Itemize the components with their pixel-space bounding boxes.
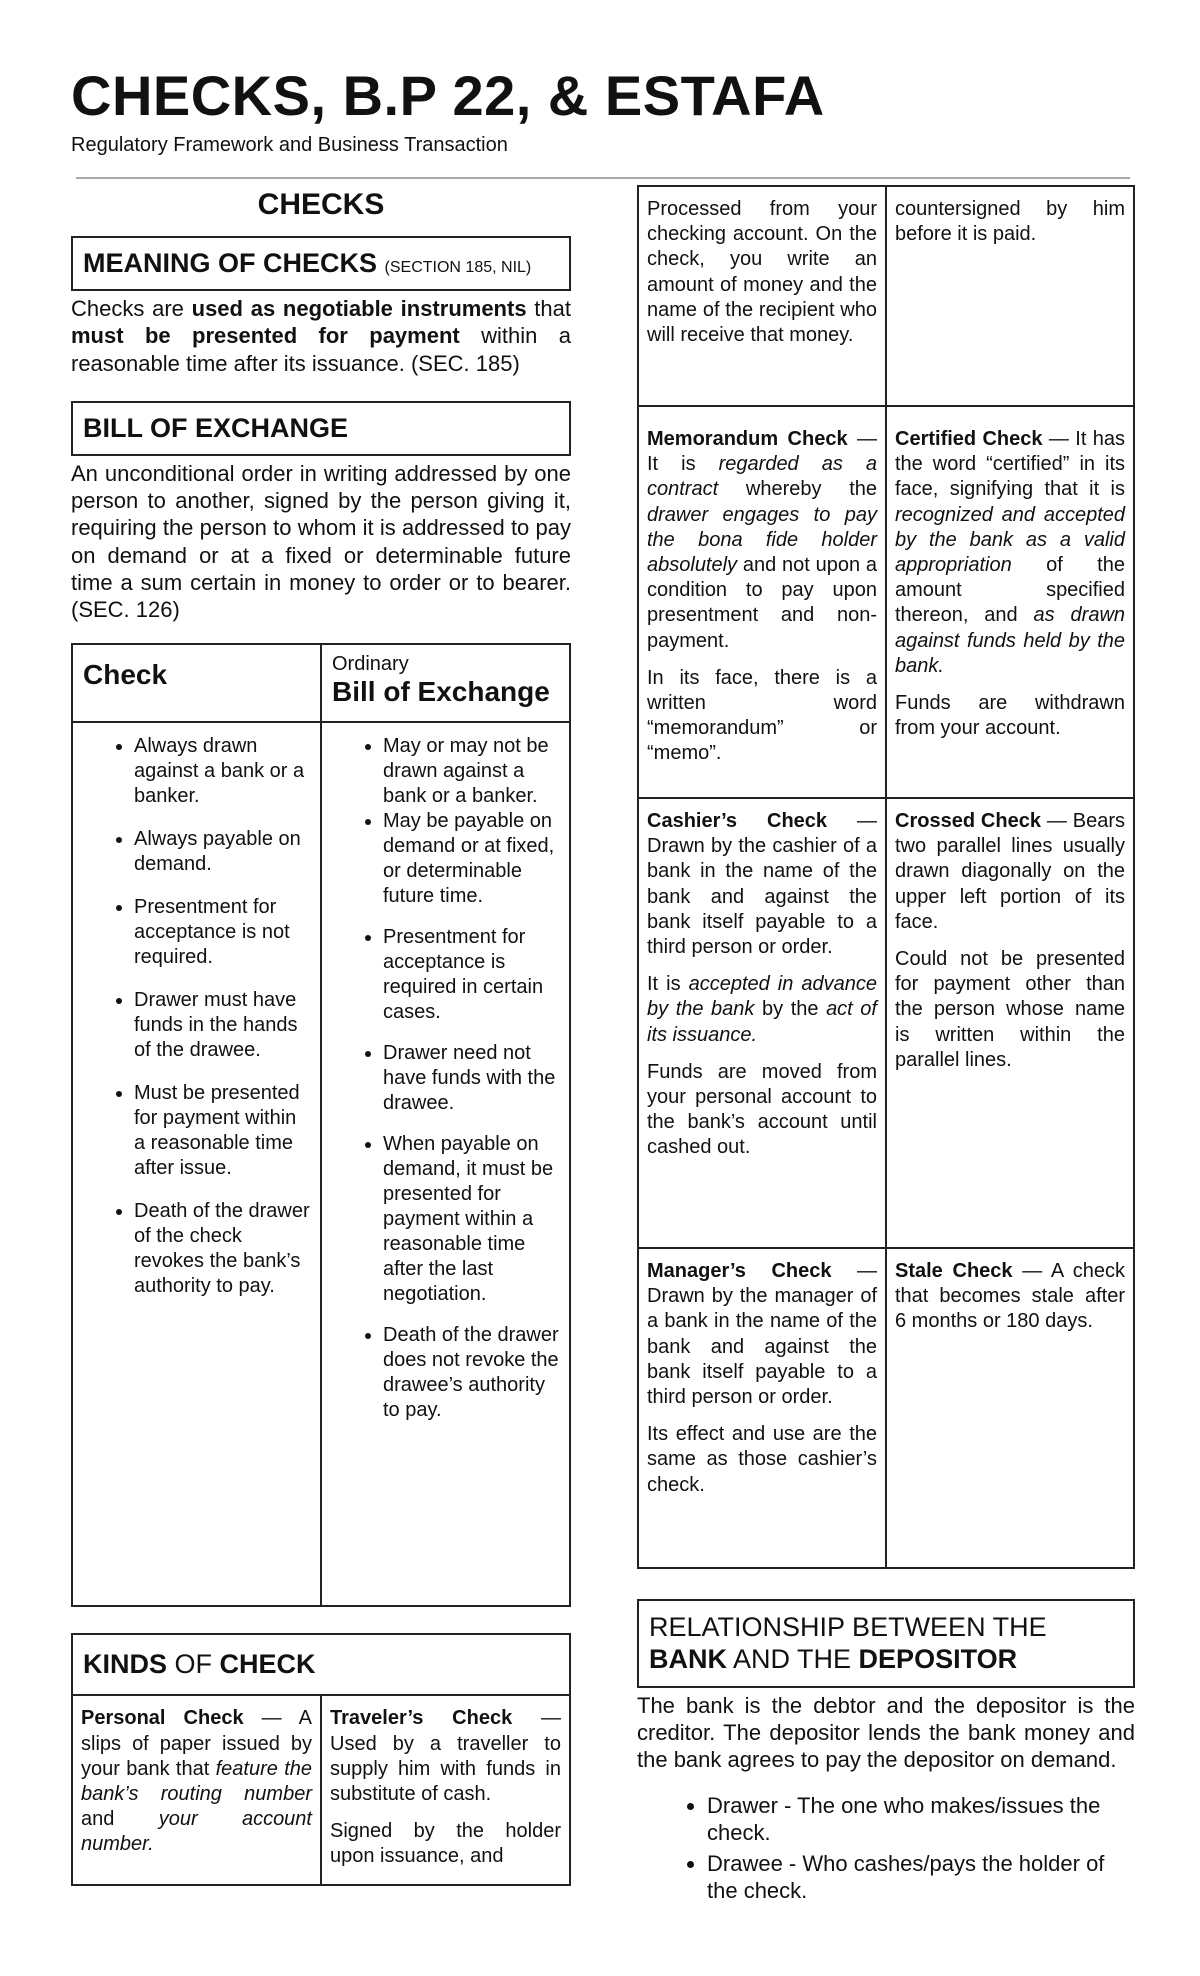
kinds-title	[71, 1633, 571, 1694]
relationship-title-bank: BANK	[649, 1644, 727, 1675]
stale-check-name: Stale Check	[895, 1260, 1013, 1282]
memorandum-italic-2: drawer engages to pay the bona fide holder absolutely	[647, 503, 877, 576]
list-item: • May or may not be drawn against a bank or a banker.	[383, 734, 560, 809]
boe-column-header	[321, 644, 570, 722]
boe-features-cell	[321, 722, 570, 1606]
certified-text-2: Funds are withdrawn from your account.	[895, 691, 1125, 740]
meaning-of-checks-box	[71, 236, 571, 291]
travelers-check-cont-cell	[886, 186, 1134, 406]
relationship-title-and: AND THE	[727, 1644, 859, 1675]
cashiers-text-3: Funds are moved from your personal account to the bank’s account until cashed out.	[647, 1060, 877, 1159]
personal-check-cont-cell	[638, 186, 886, 406]
bill-of-exchange-box	[71, 401, 571, 456]
cashiers-italic-2: act of its issuance.	[647, 998, 877, 1046]
list-item: • Death of the drawer of the check revokes the bank’s authority to pay.	[134, 1199, 311, 1299]
travelers-check-cell	[321, 1695, 570, 1885]
stale-check-cell	[886, 1248, 1134, 1568]
comparison-table	[71, 643, 571, 1607]
personal-check-name: Personal Check	[81, 1707, 244, 1730]
kinds-of-check-section	[71, 1633, 571, 1886]
crossed-check-cell	[886, 798, 1134, 1248]
list-item: • Drawer must have funds in the hands of the drawee.	[134, 988, 311, 1063]
crossed-text-1: — Bears two parallel lines usually drawn diagonally on the upper left portion of its face.	[895, 810, 1126, 933]
list-item: • Always drawn against a bank or a banker.	[134, 734, 311, 809]
travelers-check-text: — Used by a traveller to supply him with funds in substitute of cash.	[330, 1707, 561, 1806]
right-column	[637, 185, 1135, 1909]
cashiers-text-1: — Drawn by the cashier of a bank in the name of the bank and against the bank itself payable to a third person or order.	[647, 810, 878, 958]
travelers-check-cont: countersigned by him before it is paid.	[895, 198, 1125, 246]
meaning-text-3: within a reasonable time after its issuance. (SEC. 185)	[71, 323, 571, 376]
travelers-check-name: Traveler’s Check	[330, 1707, 513, 1730]
check-column-header	[72, 644, 321, 722]
list-item: • Always payable on demand.	[134, 827, 311, 877]
boe-label: Bill of Exchange	[332, 676, 550, 708]
memorandum-text-c: and not upon a condition to pay upon presentment and non-payment.	[647, 553, 877, 652]
page-title: CHECKS, B.P 22, & ESTAFA	[71, 64, 825, 127]
cashiers-text-2a: It is	[647, 973, 689, 996]
memorandum-check-cell	[638, 406, 886, 798]
kinds-table-left	[71, 1694, 571, 1886]
kinds-title-2: OF	[167, 1649, 220, 1680]
kinds-table-right	[637, 185, 1135, 1569]
memorandum-text-2: In its face, there is a written word “memorandum” or “memo”.	[647, 666, 877, 765]
relationship-list	[637, 1792, 1135, 1905]
managers-check-name: Manager’s Check	[647, 1260, 832, 1282]
check-header-label: Check	[83, 659, 168, 691]
certified-italic-2: as drawn against funds held by the bank.	[895, 604, 1126, 677]
crossed-text-2: Could not be presented for payment other than the person whose name is written within the parallel lines.	[895, 947, 1125, 1071]
memorandum-check-name: Memorandum Check	[647, 428, 848, 450]
memorandum-text-a: — It is	[647, 428, 877, 476]
header-divider	[76, 177, 1130, 179]
meaning-bold-2: must be presented for payment	[71, 323, 460, 349]
check-features-cell	[72, 722, 321, 1606]
list-item: • Presentment for acceptance is required in certain cases.	[383, 925, 560, 1025]
certified-text-b: of the amount specified thereon, and	[895, 553, 1125, 627]
managers-text-2: Its effect and use are the same as those cashier’s check.	[647, 1423, 877, 1496]
crossed-check-name: Crossed Check	[895, 810, 1041, 832]
ordinary-label: Ordinary	[332, 653, 409, 676]
cashiers-check-cell	[638, 798, 886, 1248]
personal-check-italic: feature the bank’s routing number	[81, 1757, 312, 1806]
meaning-section: (SECTION 185, NIL)	[384, 259, 532, 276]
page-subtitle: Regulatory Framework and Business Transaction	[71, 134, 508, 156]
stale-text-1: — A check that becomes stale after 6 months or 180 days.	[895, 1260, 1125, 1333]
list-item: • Death of the drawer does not revoke the drawee’s authority to pay.	[383, 1323, 560, 1423]
boe-features-list	[323, 724, 568, 1453]
managers-text-1: — Drawn by the manager of a bank in the name of the bank and against the bank itself payable to a third person or order.	[647, 1260, 878, 1408]
list-item: • Must be presented for payment within a reasonable time after issue.	[134, 1081, 311, 1181]
check-features-list	[74, 724, 319, 1331]
list-item: • May be payable on demand or at fixed, or determinable future time.	[383, 809, 560, 909]
personal-check-cell	[72, 1695, 321, 1885]
list-item: • Drawer need not have funds with the drawee.	[383, 1041, 560, 1116]
certified-check-cell	[886, 406, 1134, 798]
kinds-title-3: CHECK	[219, 1649, 316, 1680]
certified-text-a: — It has the word “certified” in its face, signifying that it is	[895, 428, 1125, 501]
cashiers-text-2b: by the	[754, 998, 827, 1021]
certified-italic-1: recognized and accepted by the bank as a valid appropriation	[895, 503, 1125, 576]
relationship-title-depositor: DEPOSITOR	[858, 1644, 1018, 1675]
personal-check-and: and	[81, 1808, 159, 1831]
list-item: • When payable on demand, it must be presented for payment within a reasonable time after the last negotiation.	[383, 1132, 560, 1307]
travelers-check-text-2: Signed by the holder upon issuance, and	[330, 1820, 561, 1868]
list-item: • Drawee - Who cashes/pays the holder of the check.	[707, 1850, 1135, 1905]
relationship-title-1: RELATIONSHIP BETWEEN THE	[649, 1612, 1047, 1642]
list-item: • Presentment for acceptance is not required.	[134, 895, 311, 970]
left-column	[71, 188, 571, 1886]
cashiers-check-name: Cashier’s Check	[647, 810, 828, 832]
relationship-text: The bank is the debtor and the depositor is the creditor. The depositor lends the bank money and the bank agrees to pay the depositor on demand.	[637, 1692, 1135, 1773]
checks-heading: CHECKS	[257, 188, 385, 221]
meaning-title: MEANING OF CHECKS	[83, 248, 378, 278]
meaning-text-1: Checks are	[71, 296, 192, 322]
meaning-bold-1: used as negotiable instruments	[191, 296, 527, 322]
certified-check-name: Certified Check	[895, 428, 1043, 450]
relationship-box	[637, 1599, 1135, 1688]
meaning-text	[71, 295, 571, 377]
bill-title: BILL OF EXCHANGE	[83, 412, 349, 443]
bill-text: An unconditional order in writing addressed by one person to another, signed by the person giving it, requiring the person to whom it is addressed to pay on demand or at a fixed or determinable future time a sum certain in money to order or to bearer. (SEC. 126)	[71, 460, 571, 623]
memorandum-text-b: whereby the	[718, 478, 877, 501]
cashiers-italic-1: accepted in advance by the bank	[647, 973, 878, 1021]
personal-check-italic-2: your account number.	[81, 1808, 312, 1856]
managers-check-cell	[638, 1248, 886, 1568]
personal-check-text: — A slips of paper issued by your bank that	[81, 1707, 312, 1780]
meaning-text-2: that	[526, 296, 571, 322]
memorandum-italic-1: regarded as a contract	[647, 453, 877, 501]
list-item: • Drawer - The one who makes/issues the check.	[707, 1792, 1135, 1847]
kinds-title-1: KINDS	[83, 1649, 168, 1680]
personal-check-cont: Processed from your checking account. On the check, you write an amount of money and the name of the recipient who will receive that money.	[647, 198, 877, 346]
